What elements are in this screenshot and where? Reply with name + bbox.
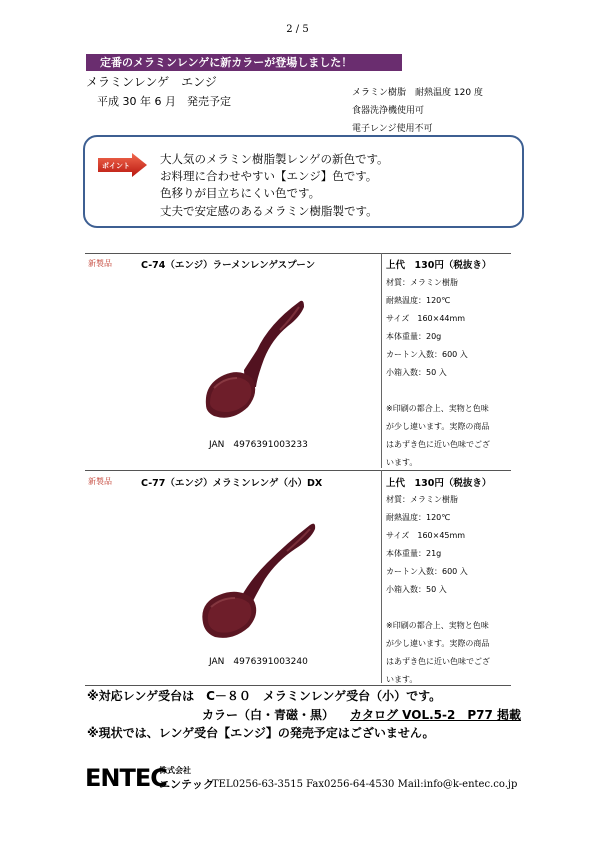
logo-company-name: エンテック	[159, 778, 214, 791]
point-line-4: 丈夫で安定感のあるメラミン樹脂製です。	[160, 204, 378, 218]
item-spec: 本体重量：20g	[386, 332, 442, 341]
item-price: 上代 130円（税抜き）	[386, 478, 492, 489]
header-spec-dishwasher: 食器洗浄機使用可	[352, 106, 425, 116]
column-divider	[381, 253, 382, 468]
item-spec: 耐熱温度：120℃	[386, 513, 451, 522]
column-divider	[381, 470, 382, 683]
item-spec: 材質：メラミン樹脂	[386, 495, 458, 504]
header-spec-material: メラミン樹脂 耐熱温度 120 度	[352, 88, 483, 98]
point-line-1: 大人気のメラミン樹脂製レンゲの新色です。	[160, 152, 389, 166]
footer-note-availability: ※現状では、レンゲ受台【エンジ】の発売予定はございません。	[87, 726, 435, 740]
item-note: ※印刷の都合上、実物と色味	[386, 621, 489, 630]
item-spec: カートン入数：600 入	[386, 567, 468, 576]
item-spec: カートン入数：600 入	[386, 350, 468, 359]
catalog-reference: カタログ VOL.5-2 P77 掲載	[350, 708, 522, 722]
divider	[85, 685, 511, 686]
new-product-tag: 新製品	[88, 477, 112, 486]
item-note: はあずき色に近い色味でござ	[386, 440, 490, 449]
item-note: が少し違います。実際の商品	[386, 422, 490, 431]
divider	[85, 470, 511, 471]
item-spec: 小箱入数：50 入	[386, 368, 447, 377]
item-spec: 本体重量：21g	[386, 549, 442, 558]
item-spec: サイズ 160×44mm	[386, 314, 466, 323]
new-product-tag: 新製品	[88, 259, 112, 268]
item-spec: サイズ 160×45mm	[386, 531, 466, 540]
item-name: C-77（エンジ）メラミンレンゲ（小）DX	[141, 478, 323, 489]
point-badge-label: ポイント	[102, 162, 130, 170]
item-note: ※印刷の都合上、実物と色味	[386, 404, 489, 413]
divider	[85, 253, 511, 254]
item-price: 上代 130円（税抜き）	[386, 260, 492, 271]
item-spec: 耐熱温度：120℃	[386, 296, 451, 305]
release-date: 平成 30 年 6 月 発売予定	[97, 95, 231, 108]
header-spec-microwave: 電子レンジ使用不可	[352, 124, 433, 134]
item-note: います。	[386, 675, 418, 684]
point-arrow-icon	[96, 153, 148, 177]
entec-logo	[85, 763, 214, 792]
item-spec: 小箱入数：50 入	[386, 585, 447, 594]
item-note: はあずき色に近い色味でござ	[386, 657, 490, 666]
item-spec: 材質：メラミン樹脂	[386, 278, 458, 287]
announcement-banner: 定番のメラミンレンゲに新カラーが登場しました！	[86, 54, 402, 71]
item-name: C-74（エンジ）ラーメンレンゲスプーン	[141, 260, 316, 271]
item-note: が少し違います。実際の商品	[386, 639, 490, 648]
footer-note-colors: カラー（白・青磁・黒）	[202, 708, 335, 722]
contact-info: TEL0256-63-3515 Fax0256-64-4530 Mail:info@k-entec.co.jp	[212, 779, 518, 790]
point-line-2: お料理に合わせやすい【エンジ】色です。	[160, 169, 378, 183]
page-number: 2 / 5	[286, 24, 309, 35]
logo-company-type: 株式会社	[159, 766, 191, 775]
jan-code: JAN 4976391003240	[209, 657, 308, 667]
soup-spoon-image	[195, 515, 320, 645]
logo-wordmark: ENTEC	[85, 764, 167, 792]
footer-note-stand: ※対応レンゲ受台は C－８０ メラミンレンゲ受台（小）です。	[87, 689, 442, 703]
ramen-spoon-image	[200, 290, 310, 425]
point-line-3: 色移りが目立ちにくい色です。	[160, 186, 321, 200]
jan-code: JAN 4976391003233	[209, 440, 308, 450]
item-note: います。	[386, 458, 418, 467]
product-title: メラミンレンゲ エンジ	[86, 75, 217, 89]
